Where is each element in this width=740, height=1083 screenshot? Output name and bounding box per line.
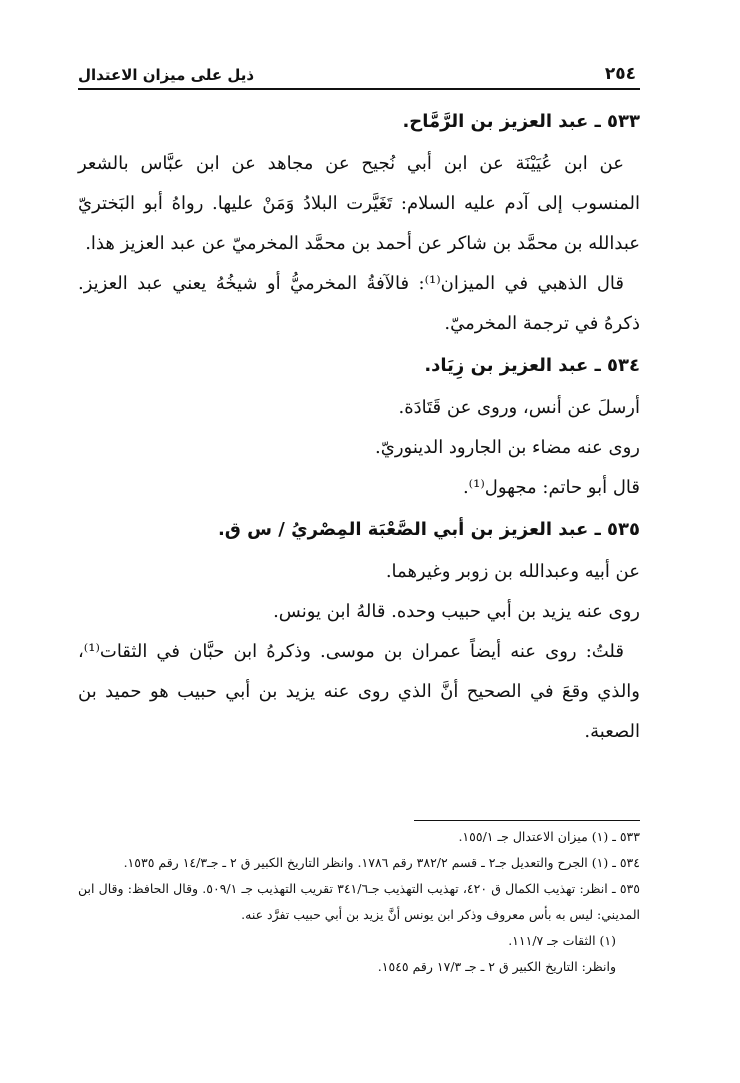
main-text bbox=[78, 100, 640, 752]
entry-title: ٥٣٥ ـ عبد العزيز بن أبي الصَّعْبَة المِصْريُ / س ق. bbox=[217, 519, 640, 540]
entry-title: ٥٣٤ ـ عبد العزيز بن زِيَاد. bbox=[424, 355, 640, 376]
entry-paragraph: أرسلَ عن أنس، وروى عن قَتَادَة. bbox=[398, 397, 640, 418]
entry-533 bbox=[78, 100, 640, 344]
entry-paragraph: عن أبيه وعبدالله بن زوبر وغيرهما. bbox=[385, 561, 640, 582]
entry-paragraph: قال الذهبي في الميزان⁽¹⁾: فالآفةُ المخرميُّ أو شيخُهُ يعني عبد العزيز. ذكرهُ في ترجمة المخرميّ. bbox=[78, 273, 640, 334]
entry-title: ٥٣٣ ـ عبد العزيز بن الرَّمَّاح. bbox=[402, 111, 640, 132]
running-header bbox=[78, 60, 640, 90]
entry-535 bbox=[78, 508, 640, 752]
footnote: ٥٣٤ ـ (١) الجرح والتعديل جـ٢ ـ قسم ٣٨٢/٢ رقم ١٧٨٦. وانظر التاريخ الكبير ق ٢ ـ جـ١٤/٣ رقم ١٥٣٥. bbox=[123, 855, 640, 870]
footnote: ٥٣٣ ـ (١) ميزان الاعتدال جـ ١٥٥/١. bbox=[458, 829, 640, 844]
footnote: وانظر: التاريخ الكبير ق ٢ ـ جـ ١٧/٣ رقم ١٥٤٥. bbox=[377, 959, 616, 974]
footnote-divider bbox=[414, 820, 640, 821]
entry-paragraph: روى عنه يزيد بن أبي حبيب وحده. قالهُ ابن يونس. bbox=[273, 601, 640, 622]
entry-paragraph: قلتُ: روى عنه أيضاً عمران بن موسى. وذكرهُ ابن حبَّان في الثقات⁽¹⁾، والذي وقعَ في الصحيح أنَّ الذي روى عنه يزيد بن أبي حبيب هو حميد بن الصعبة. bbox=[78, 641, 640, 742]
entry-paragraph: روى عنه مضاء بن الجارود الدينوريّ. bbox=[375, 437, 640, 458]
entry-paragraph: عن ابن عُيَيْنَة عن ابن أبي نُجيح عن مجاهد عن ابن عبَّاس بالشعر المنسوب إلى آدم عليه السلام: تَغَيَّرت البلادُ وَمَنْ عليها. رواهُ أبو البَختريّ عبدالله بن محمَّد بن شاكر عن أحمد بن محمَّد المخرميّ عن عبد العزيز هذا. bbox=[78, 153, 640, 254]
footnote: (١) الثقات جـ ١١١/٧. bbox=[508, 933, 616, 948]
footnote: ٥٣٥ ـ انظر: تهذيب الكمال ق ٤٢٠، تهذيب التهذيب جـ٣٤١/٦ تقريب التهذيب جـ ٥٠٩/١. وقال الحافظ: وقال ابن المديني: ليس به بأس معروف وذكر ابن يونس أنَّ يزيد بن أبي حبيب تفرَّد عنه. bbox=[78, 881, 640, 922]
entry-paragraph: قال أبو حاتم: مجهول⁽¹⁾. bbox=[462, 477, 640, 498]
page-number: ٢٥٤ bbox=[604, 64, 636, 84]
footnotes bbox=[78, 824, 640, 980]
running-title: ذيل على ميزان الاعتدال bbox=[78, 66, 255, 84]
page bbox=[78, 60, 640, 752]
entry-534 bbox=[78, 344, 640, 508]
